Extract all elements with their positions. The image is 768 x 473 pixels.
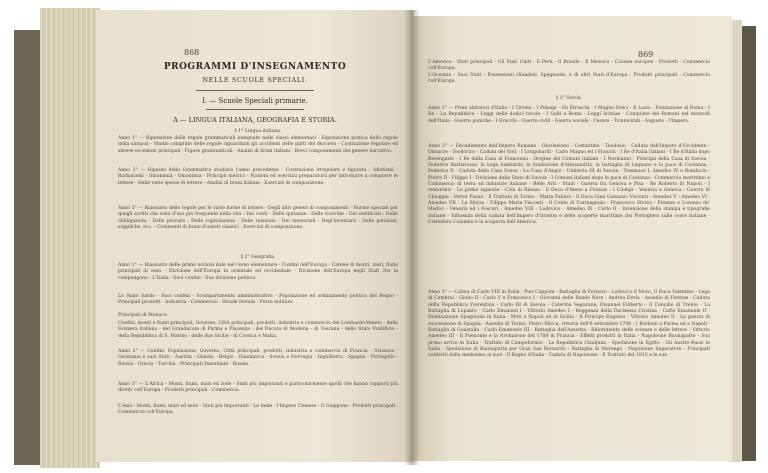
divider <box>196 90 314 91</box>
section-heading: I. — Scuole Speciali primarie. <box>202 97 308 105</box>
page-title: PROGRAMMI D'INSEGNAMENTO <box>163 62 347 72</box>
paragraph: Anno 1° — Riassunto delle prime nozioni date nel corso elementare - Confini dell'Europa - Catene di monti, mari, fiumi principali di essa - Divisione dell'Europa in orientale ed occidentale - Divisione dell'Europa negli Stati che la compongono - L'Italia - Suoi confini - Sua divisione politica. <box>118 263 398 281</box>
paragraph: Principati di Monaco. <box>118 313 168 318</box>
page-subtitle: NELLE SCUOLE SPECIALI. <box>202 76 308 84</box>
page-edges-left <box>40 8 100 468</box>
right-page <box>412 16 732 461</box>
subsection-heading: § 3° Storia. <box>555 96 583 101</box>
book-gutter <box>404 10 420 465</box>
paragraph: Anno 2° — Confini, Popolazione, Governo, Città principali, prodotti, industria e commercio di Francia - Svizzera - Germania e suoi Stati - Austria - Olanda - Belgio - Danimarca - Svezia e Norvegia - Inghilterra - Spagna - Portogallo - Russia - Grecia - Turchia - Principati Danubiani - Russia. <box>118 349 398 367</box>
paragraph: Lo Stato Sardo - Suoi confini - Scompartimento amministrativo - Popolazione ed ordinamento politico del Regno - Principali prodotti - Industria - Commercio - Strade ferrate - Forza militare. <box>118 294 398 306</box>
divider <box>206 109 304 110</box>
paragraph: L'Oceania - Suoi Stati - Possessioni Olandesi, Spagnuole, e di altri Stati d'Europa - Prodotti principali - Commercio coll'Europa. <box>428 73 710 85</box>
paragraph: Anno 3° — Calata di Carlo VIII in Italia - Pier Capponi - Battaglia di Fornovo - Lodovico il Moro, Il Duca Valentino - Lega di Cambrai - Giulio II - Carlo V e Francesco I - Giovanni delle Bande Nere - Andrea Doria - Assedio di Firenze - Caduta della Repubblica Fiorentina - Carlo III di Savoia - Caterina Segurana, Emanuel Filiberto - Il Concilio di Trento - La Battaglia di Lepanto - Carlo Emanuel I - Vittorio Amedeo I - Reggenza della Duchessa Cristina - Carlo Emanuele II - Dominazione Spagnuola in Italia - Moti a Napoli ed in Sicilia - Il Principe Eugenio - Vittorio Amedeo II - La guerra di successione di Spagna - Assedio di Torino, Pietro Micca, vittoria dell'8 settembre 1706 - I Borboni a Parma ed a Napoli - Battaglia di Guastalla - Carlo Emanuele III - Battaglia dell'Assietta - Rifiorimento delle scienze e delle lettere - Vittorio Amedeo III - Il Piemonte e la rivoluzione del 1789 in Francia - Effetti prodotti in Italia - Napoleone Buonaparte - Suo primo arrivo in Italia - Trattato di Campoformio - La Repubblica Cisalpina - Spedizione in Egitto - Gli Austro-Russi in Italia - Spedizione di Buonaparte per Gran San Bernardo - Battaglia di Marengo - Napoleone Imperatore - Principati conferiti dalla medesimo ai suoi - Il Regno d'Italia - Caduta di Napoleone - Il Trattato del 1815 e le sue <box>428 290 710 359</box>
paragraph: Confini, monti e fiumi principali, Governo, Città principali, prodotti, industria e commercio del Lombardo-Veneto - della Svizzera italiana - del Granducato di Parma e Piacenza - del Ducato di Modena - di Toscana - dello Stato Pontificio - della Repubblica di S. Marino - delle due Sicilie - di Corsica e Malta. <box>118 321 398 339</box>
paragraph: Anno 1° — Primi abitatori d'Italia - I Tirreni - I Pelasgi - Gli Etruschi - I Magno-Greci - Il Lazio - Fondazione di Roma - I Re - La Repubblica - Leggi delle dodici tavole - I Galli a Roma - Leggi liciniae - Conquiste dei Romani nel mezzodì dell'Italia - Guerre puniche - I Gracchi - Guerre civili - Guerra sociale - Cesare - Triumvirati - Augusto - l'Impero. <box>428 106 710 124</box>
page-number: 869 <box>638 50 654 59</box>
subsection-heading: § 1° Lingua italiana. <box>234 129 282 134</box>
paragraph: Anno 2° — Decadimento dell'Impero Romano - Diocleziano - Costantino - Teodosio - Caduta dell'Impero d'Occidente - Odoacre - Teodorico - Caduta dei Goti - I Longobardi - Carlo Magno ed i Franchi - I Re d'Italia italiani - I Re d'Italia dopo Berengario - I Re dalla Casa di Franconia - Origine dei Comuni italiani - I Normanni - Principii della Casa di Savoia - Federico Barbarossa, la Lega lombarda, la fondazione d'Alessandria, la battaglia di Legnano e la pace di Costanza - Federico II - Caduta della Casa Sveva - La Casa d'Angiò - Umberto III di Savoia - Tommaso I, Amedeo IV e Bonifacio - Pietro II - Filippo I - Divisione della Stato di Savoia - I Comuni italiani dopo la pace di Costanza - Commercio marittimo e Commercio di terra ed industrie italiane - Belle Arti - Studi - Guerra fra Genova e Pisa - Re Roberto di Napoli - I venturieri - Le prime signorie - Cola di Rienzo - Il Duca d'Atene a Firenze - I Ciompi - Venezia e Genova - Guerra di Chioggia - Vettor Pisani - Il Trattato di Torino - Marin Faliero - Il Duca Gian Galeazzo Visconti - Amedeo V - Amedeo VI - Amedeo VII - La Sforza - Filippo Maria Visconti - Il Conte di Carmagnola - Francesco Sforza - Firenze e Lorenzo de' Medici - Venezia ed i Foscari - Amedeo VIII - Lodovico - Amedeo IX - Carlo II - Invenzione della stampa e tipografie italiane - Influenza della caduta dell'Impero d'Oriente e delle scoperte marittime dei Portoghesi sulle coste italiane - Cristoforo Colombo e la scoperta dell'America. <box>428 144 710 226</box>
left-page <box>96 10 414 462</box>
paragraph: Anno 2° — Ripasso della Grammatica studiata l'anno precedente - Costruzione irregolare e figurata - Idiotismi - Barbarismi - Sinonimia - Omonimia - Principii metrici - Nozioni ed esercizii preparatorii per introdurre a comporre le lettere - Delle varie specie di lettere - Analisi di brani italiani - Esercizii di composizione. <box>118 168 398 186</box>
paragraph: Anno 3° — L'Africa - Monti, fiumi, mari ed isole - Stati più importanti e particolarmente quelli che hanno rapporti più diretti coll'Europa - Prodotti principali - Commercio. <box>118 382 398 394</box>
subject-heading: A — LINGUA ITALIANA, GEOGRAFIA E STORIA. <box>173 116 337 124</box>
subsection-heading: § 2° Geografia. <box>240 255 276 260</box>
paragraph: L'Asia - Monti, fiumi, mari ed isole - Stati più importanti - Le Indie - l'Impero Chinese - Il Giappone - Prodotti principali - Commercio coll'Europa. <box>118 404 398 416</box>
page-number: 868 <box>184 48 200 57</box>
paragraph: Anno 1° — Ripetizione delle regole grammaticali insegnate nelle classi elementari - Esposizione pratica delle regole della sintassi - Studio compiuto delle regole riguardanti gli accidenti delle parti del discorso - Costruzione regolare ed sbreve eccezioni principali - Figure grammaticali - Analisi di brani italiani - Brevi componimenti del genere narrativo. <box>118 136 398 154</box>
paragraph: L'America - Stati principali - Gli Stati Uniti - Il Perù - Il Brasile - Il Messico - Colonie europee - Prodotti - Commercio coll'Europa. <box>428 60 710 72</box>
paragraph: Anno 3° — Riassunto delle regole per le varie forme di lettere - Degli altri generi di componimenti - Norme speciali per quegli scritti che sono d'uso più frequente nella vita - Dei conti - Delle quitanze - Delle ricevute - Dei certificati - Delle obbligazioni - Delle procure - Delle capitolazioni - Delle relazioni - Dei memoriali - Degl'inventarii - Delle petizioni, suppliche, ecc. - Commenti di brani d'autori classici - Esercizii di composizione. <box>118 206 398 231</box>
